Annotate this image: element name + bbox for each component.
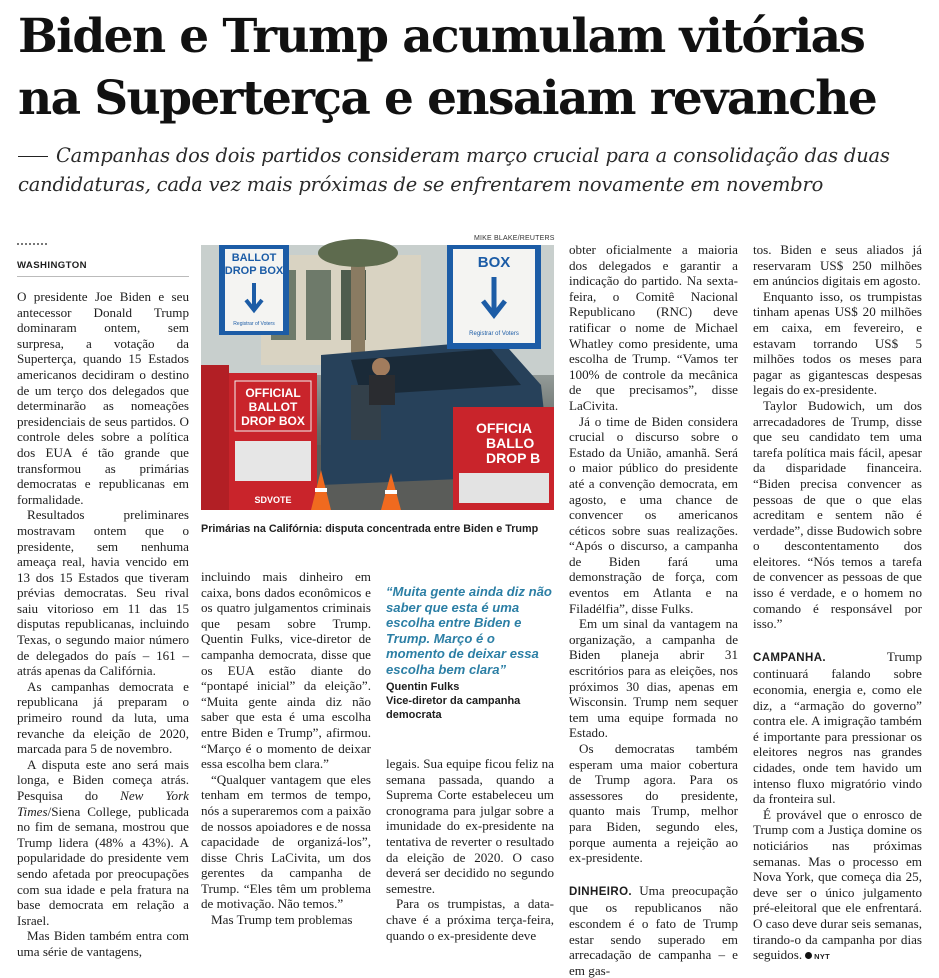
paragraph: obter oficialmente a maioria dos delegados e garantir a indicação do partido. Na sexta-feira, o Comitê Nacional Republicano (RNC) deve ratificar o nome de Michael Whatley como presidente, uma escolha de Trump. “Vamos ter 100% de controle da mecânica de que precisamos”, disse LaCivita. bbox=[569, 242, 738, 413]
sign-left-line2: DROP BOX bbox=[224, 265, 284, 277]
pull-quote-role: Vice-diretor da campanha democrata bbox=[386, 695, 521, 721]
section-kicker-dinheiro: DINHEIRO. bbox=[569, 885, 633, 898]
photo-credit: MIKE BLAKE/REUTERS bbox=[474, 235, 555, 242]
sign-right-line1: BOX bbox=[477, 254, 511, 271]
pull-quote-attribution bbox=[386, 680, 554, 722]
paragraph: Taylor Budowich, um dos arrecadadores de Trump, disse que seu candidato tem uma tarefa política mais fácil, apesar da disparidade financeira. “Biden precisa convencer as pessoas de que o que elas acreditam e sentem não é verdade”, disse Budowich sobre o descontentamento dos eleitores. “Nós temos a tarefa de convencer as pessoas de que isso é verdade, e o homem no comando é responsável por isso.” bbox=[753, 397, 922, 632]
dateline-rule bbox=[17, 276, 189, 277]
paragraph: O presidente Joe Biden e seu antecessor Donald Trump dominaram ontem, sem surpresa, a votação da Superterça, quando 15 Estados americanos decidiram o destino de um terço dos delegados que determinarão as nomeações presidenciais de seus partidos. O controle deles sobre a política dos EUA é tão grande que transformou as primárias democratas e republicanas em formalidade. bbox=[17, 289, 189, 507]
dateline: WASHINGTON bbox=[17, 260, 87, 271]
paragraph: Em um sinal da vantagem na organização, a campanha de Biden planeja abrir 31 escritórios para as eleições, nos próximos 30 dias, apenas em Wisconsin. Trump nem sequer tem uma equipe formada no Estado. bbox=[569, 616, 738, 741]
subhead-text: Campanhas dos dois partidos consideram março crucial para a consolidação das duas candidaturas, cada vez mais próximas de se enfrentarem novamente em novembro bbox=[18, 144, 890, 196]
pull-quote: “Muita gente ainda diz não saber que esta é uma escolha entre Biden e Trump. Março é o momento de deixar essa escolha bem clara” bbox=[386, 584, 552, 677]
section-kicker-campanha: CAMPANHA. bbox=[753, 651, 827, 664]
signoff: NYT bbox=[814, 952, 831, 962]
column-3 bbox=[386, 756, 554, 943]
paragraph: tos. Biden e seus aliados já reservaram US$ 250 milhões em anúncios digitais em agosto. bbox=[753, 242, 922, 289]
paragraph: A disputa este ano será mais longa, e Biden começa atrás. Pesquisa do New York Times/Siena College, publicada no fim de semana, mostrou que Trump lidera (48% a 43%). A popularidade do presidente vem sendo afetada por preocupações com sua idade e pela fratura na base democrata em relação a Israel. bbox=[17, 756, 189, 928]
column-4 bbox=[569, 242, 738, 978]
publication-name: New York Times bbox=[17, 788, 189, 819]
red-box-line1: OFFICIAL bbox=[245, 386, 301, 400]
column-5 bbox=[753, 242, 922, 965]
sdvote-label: SDVOTE bbox=[254, 495, 292, 505]
dateline-dots bbox=[17, 243, 47, 245]
paragraph: Para os trumpistas, a data-chave é a próxima terça-feira, quando o ex-presidente deve bbox=[386, 896, 554, 943]
paragraph: legais. Sua equipe ficou feliz na semana passada, quando a Suprema Corte estabeleceu um cronograma para julgar sobre a imunidade do ex-presidente na tentativa de reverter o resultado da eleição de 2020. O caso deverá ser decidido no segundo semestre. bbox=[386, 756, 554, 896]
paragraph: Mas Biden também entra com uma série de vantagens, bbox=[17, 928, 189, 959]
subhead bbox=[18, 141, 933, 199]
column-2 bbox=[201, 569, 371, 928]
red-box-right-line3: DROP B bbox=[486, 450, 541, 466]
paragraph: Resultados preliminares mostravam ontem que o presidente, sem nenhuma ameaça real, havia vencido em 13 dos 15 Estados que tiveram prévias democratas. Seu rival saiu vitorioso em 11 das 15 disputas republicanas, incluindo Texas, o segundo maior número de delegados do país – 161 – atrás apenas da Califórnia. bbox=[17, 507, 189, 679]
subhead-rule bbox=[18, 156, 48, 157]
paragraph: É provável que o enrosco de Trump com a Justiça domine os noticiários nas próximas semanas. Mas o processo em Nova York, que começa dia 25, deve ser o único julgamento pré-eleitoral que ele enfrentará. O caso deve durar seis semanas, tirando-o da campanha por dias seguidos. NYT bbox=[753, 806, 922, 963]
sign-right-registrar: Registrar of Voters bbox=[469, 331, 519, 337]
paragraph: Já o time de Biden considera crucial o discurso sobre o Estado da União, amanhã. Será o maior público do presidente até a convenção democrata, em agosto, e uma chance de convencer os americanos céticos sobre suas realizações. “Após o discurso, a campanha de Biden fará uma demonstração de força, com eventos em Atlanta e na Filadélfia”, disse Fulks. bbox=[569, 413, 738, 616]
paragraph: incluindo mais dinheiro em caixa, bons dados econômicos e os quatro julgamentos criminais que pesam sobre Trump. Quentin Fulks, vice-diretor de campanha democrata, disse que os EUA estão diante do “pontapé inicial” da eleição”. “Muita gente ainda diz não saber que esta é uma escolha entre Biden e Trump”, afirmou. “Março é o momento de deixar essa escolha bem clara.” bbox=[201, 569, 371, 772]
red-box-right-line1: OFFICIA bbox=[476, 420, 532, 436]
news-photo bbox=[201, 245, 554, 510]
headline: Biden e Trump acumulam vitórias na Superterça e ensaiam revanche bbox=[18, 9, 877, 126]
sign-left-line1: BALLOT bbox=[231, 252, 277, 264]
photo-caption: Primárias na Califórnia: disputa concentrada entre Biden e Trump bbox=[201, 523, 539, 535]
red-box-line3: DROP BOX bbox=[241, 414, 305, 428]
paragraph: As campanhas democrata e republicana já preparam o primeiro round da luta, uma revanche da eleição de 2020, marcada para 5 de novembro. bbox=[17, 678, 189, 757]
column-1 bbox=[17, 289, 189, 960]
paragraph: Enquanto isso, os trumpistas tinham apenas US$ 20 milhões em caixa, em fevereiro, e estavam torrando US$ 5 milhões todos os meses para pagar as gigantescas despesas legais do ex-presidente. bbox=[753, 288, 922, 398]
sign-left-registrar: Registrar of Voters bbox=[233, 321, 275, 327]
paragraph: Os democratas também esperam uma maior cobertura de Trump agora. Para os assessores do presidente, quanto mais Trump, melhor para Biden, segundo eles, porque aumenta a rejeição ao ex-presidente. bbox=[569, 741, 738, 866]
pull-quote-author: Quentin Fulks bbox=[386, 681, 460, 693]
red-box-line2: BALLOT bbox=[248, 400, 298, 414]
photo-illustration bbox=[201, 245, 554, 510]
end-mark-icon bbox=[805, 952, 812, 959]
paragraph: CAMPANHA. Trump continuará falando sobre economia, energia e, como ele diz, a “armação do governo” contra ele. A imigração também é importante para pressionar os eleitores negros nas grandes cidades, onde tem havido um intenso fluxo migratório vindo da fronteira sul. bbox=[753, 648, 922, 807]
red-box-right-line2: BALLO bbox=[486, 435, 535, 451]
paragraph: “Qualquer vantagem que eles tenham em termos de tempo, nós a superaremos com a paixão de nossos apoiadores e de nossa capacidade de organizá-los”, disse Chris LaCivita, um dos gerentes da campanha de Trump. “Eles têm um problema de motivação. Não temos.” bbox=[201, 771, 371, 912]
paragraph: DINHEIRO. Uma preocupação que os republicanos não escondem é o fato de Trump estar sendo superado em arrecadação de campanha – e em gas- bbox=[569, 882, 738, 978]
paragraph: Mas Trump tem problemas bbox=[211, 912, 353, 928]
